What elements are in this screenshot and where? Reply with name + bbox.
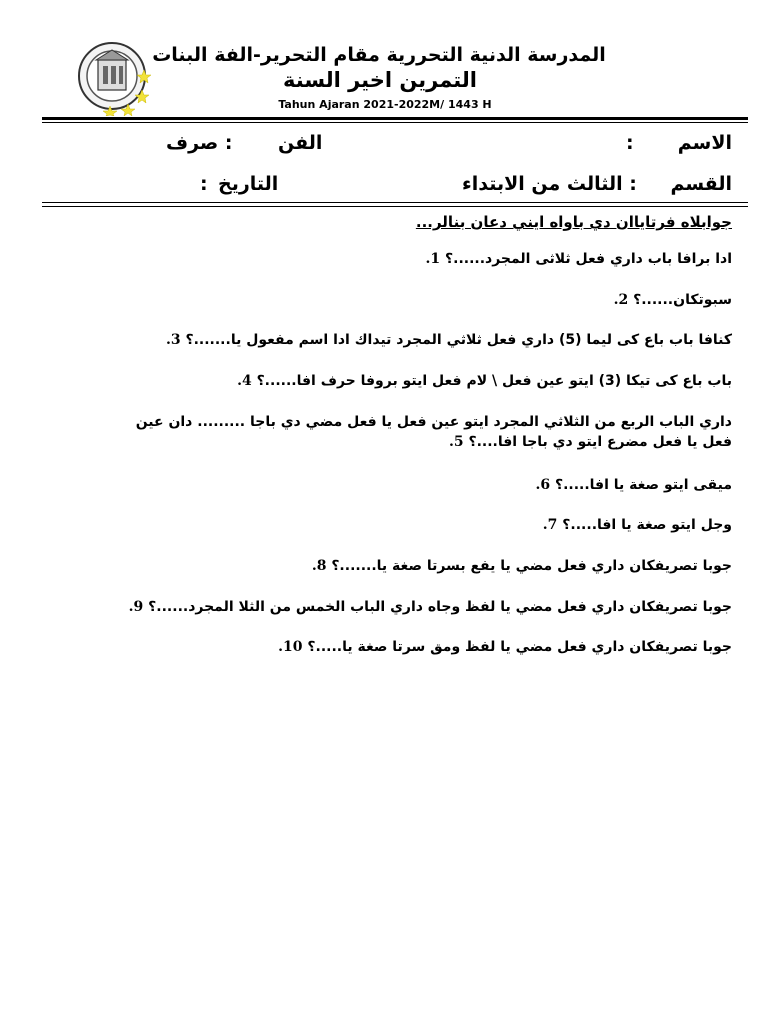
question-number: 6. [535, 477, 551, 493]
question-number: 5. [448, 434, 464, 450]
question-item [82, 597, 732, 617]
academic-year: Tahun Ajaran 2021-2022M/ 1443 H [278, 98, 492, 111]
exam-title: التمرين اخير السنة [283, 68, 477, 92]
question-text: داري الباب الربع من الثلاثي المجرد ايتو عين فعل يا فعل مضي دي باجا ......... دان عين فعل يا فعل مضرع ايتو دي باجا افا....؟ [135, 414, 732, 450]
subject-value: : صرف [166, 132, 233, 154]
question-item [82, 637, 732, 657]
question-number: 10. [278, 639, 303, 655]
date-label: التاريخ [218, 173, 279, 195]
info-divider-bottom [42, 206, 748, 207]
question-item [92, 330, 732, 350]
question-number: 3. [165, 332, 181, 348]
question-item [132, 249, 732, 269]
name-colon: : [626, 132, 634, 154]
question-number: 4. [237, 373, 252, 389]
document-header [0, 0, 768, 120]
school-name: المدرسة الدنية التحررية مقام التحرير-الفة البنات [152, 44, 606, 66]
header-divider-thin [42, 122, 748, 123]
question-text: كنافا باب باع كى ليما (5) داري فعل ثلاثي المجرد تيداك ادا اسم مفعول يا.......؟ [185, 332, 732, 348]
question-text: باب باع كى تيكا (3) ايتو عين فعل \ لام فعل ايتو بروفا حرف افا......؟ [256, 373, 732, 389]
question-item [132, 290, 732, 310]
instruction-text: جوابلاه فرتاياان دي باواه ايني دعان بنالر... [415, 213, 732, 231]
header-divider-thick [42, 117, 748, 120]
question-text: ادا برافا باب داري فعل ثلاثى المجرد......؟ [445, 251, 732, 267]
question-item [132, 475, 732, 495]
question-text: ميقى ايتو صغة يا افا.....؟ [554, 477, 732, 493]
question-item [92, 556, 732, 576]
info-divider-top [42, 202, 748, 203]
name-label: الاسم [677, 132, 732, 154]
question-item [132, 515, 732, 535]
question-number: 8. [311, 558, 327, 574]
class-value: : الثالث من الابتداء [462, 173, 637, 195]
question-text: سبوتكان......؟ [633, 292, 732, 308]
question-text: جوبا تصريفكان داري فعل مضي يا يفع بسرتا صغة يا.......؟ [331, 558, 732, 574]
question-item [112, 412, 732, 452]
question-number: 2. [613, 292, 629, 308]
question-text: جوبا تصريفكان داري فعل مضي يا لفظ ومق سرتا صغة يا.....؟ [307, 639, 732, 655]
subject-label: الفن [278, 132, 323, 154]
question-number: 9. [128, 599, 144, 615]
question-text: جوبا تصريفكان داري فعل مضي يا لفظ وجاه داري الباب الخمس من الثلا المجرد......؟ [148, 599, 732, 615]
question-number: 1. [425, 251, 441, 267]
class-label: القسم [670, 173, 732, 195]
question-number: 7. [542, 517, 558, 533]
question-text: وجل ايتو صغة يا افا.....؟ [562, 517, 732, 533]
date-colon: : [200, 173, 208, 195]
question-item [92, 371, 732, 391]
